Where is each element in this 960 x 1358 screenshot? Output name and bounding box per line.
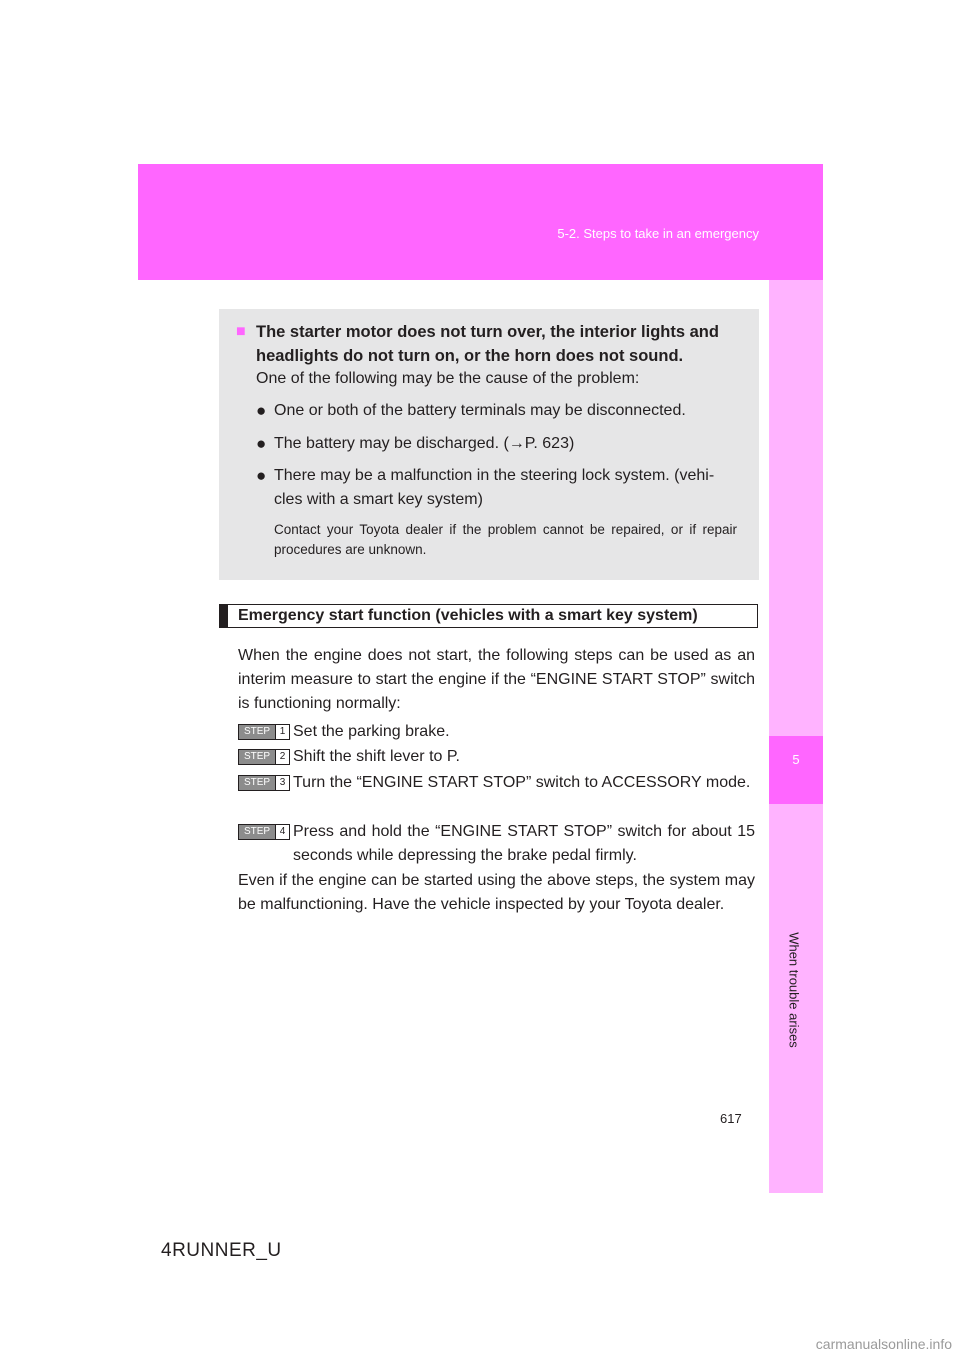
step-text: Set the parking brake.: [293, 723, 450, 740]
section-heading: [219, 604, 758, 628]
note-small-text: Contact your Toyota dealer if the problem cannot be repaired, or if repair procedures are unknown.: [274, 522, 737, 557]
note-bullet: [256, 464, 746, 512]
page-number: 617: [720, 1111, 742, 1126]
note-bullet: [256, 399, 746, 423]
watermark: carmanualsonline.info: [815, 1336, 952, 1352]
note-intro: One of the following may be the cause of the problem:: [256, 370, 640, 387]
section-heading-text: Emergency start function (vehicles with a smart key system): [238, 607, 698, 624]
bullet-dot-icon: ●: [256, 434, 267, 453]
section-label: 5-2. Steps to take in an emergency: [557, 226, 759, 241]
step-badge: STEP 3: [238, 775, 290, 791]
pink-square-icon: ■: [236, 323, 246, 340]
note-bullet: [256, 432, 746, 456]
step-text: Press and hold the “ENGINE START STOP” switch for about 15 seconds while depressing the brake pedal firmly.: [293, 823, 755, 864]
header-band: [138, 164, 823, 280]
bullet-dot-icon: ●: [256, 401, 267, 420]
chapter-side-tab[interactable]: [769, 280, 823, 1193]
step-badge: STEP 1: [238, 724, 290, 740]
note-heading: [236, 320, 746, 368]
bullet-dot-icon: ●: [256, 466, 267, 485]
chapter-title: When trouble arises: [786, 932, 802, 1048]
step-text: Turn the “ENGINE START STOP” switch to ACCESSORY mode.: [293, 774, 751, 791]
step-text: Shift the shift lever to P.: [293, 748, 460, 765]
bullet-text: There may be a malfunction in the steering lock system. (vehi- cles with a smart key system): [274, 467, 715, 508]
chapter-number: 5: [792, 752, 800, 767]
note-heading-text: The starter motor does not turn over, the interior lights and headlights do not turn on, or the horn does not sound.: [256, 323, 719, 365]
section-intro: When the engine does not start, the following steps can be used as an interim measure to start the engine if the “ENGINE START STOP” switch is functioning normally:: [238, 647, 755, 712]
bullet-text: The battery may be discharged. (→P. 623): [274, 435, 575, 452]
chapter-number-box: [769, 736, 823, 804]
closing-paragraph: Even if the engine can be started using the above steps, the system may be malfunctioning. Have the vehicle inspected by your Toyota dealer.: [238, 872, 755, 913]
manual-code: 4RUNNER_U: [161, 1240, 282, 1261]
note-box: [219, 309, 759, 580]
step-badge: STEP 2: [238, 749, 290, 765]
step-badge: STEP 4: [238, 824, 290, 840]
bullet-text: One or both of the battery terminals may be disconnected.: [274, 402, 686, 419]
